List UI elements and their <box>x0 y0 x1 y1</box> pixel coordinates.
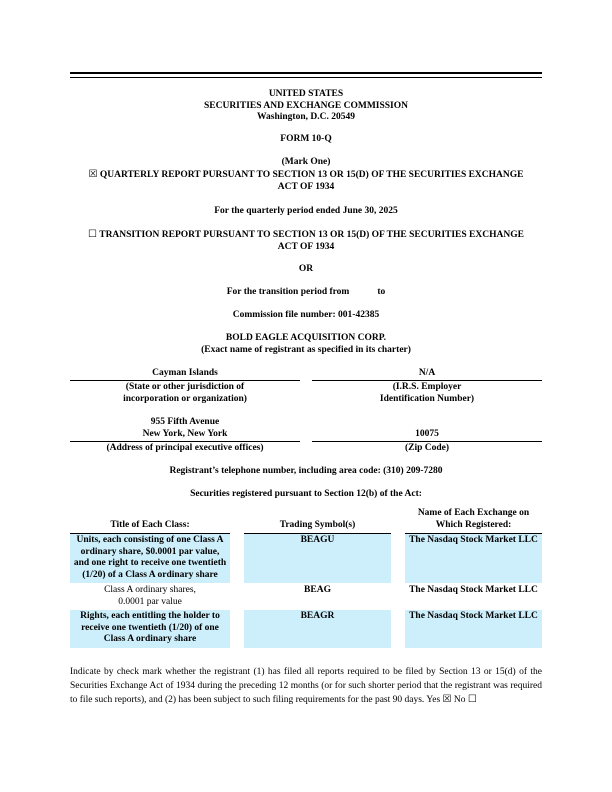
col-header-exchange: Name of Each Exchange on Which Registered: <box>405 508 542 534</box>
transition-text-1: TRANSITION REPORT PURSUANT TO SECTION 13 OR 15(D) OF THE SECURITIES EXCHANGE <box>99 230 524 240</box>
quarterly-text-2: ACT OF 1934 <box>277 181 335 192</box>
col-header-symbol: Trading Symbol(s) <box>244 508 391 534</box>
state-label-2: incorporation or organization) <box>123 393 247 404</box>
securities-table-header <box>70 508 542 534</box>
table-row <box>70 534 542 584</box>
col-header-title: Title of Each Class: <box>70 508 230 534</box>
table-row <box>70 583 542 610</box>
commission-file-number: Commission file number: 001-42385 <box>232 310 380 320</box>
transition-period-label: For the transition period from <box>226 287 350 297</box>
zip-label: (Zip Code) <box>404 443 450 453</box>
quarterly-period: For the quarterly period ended June 30, 2025 <box>214 206 398 216</box>
agency-header <box>70 89 542 124</box>
top-thin-rule <box>70 77 542 78</box>
address-line-2: New York, New York <box>142 428 228 439</box>
or-label: OR <box>298 264 314 274</box>
header-line-2: SECURITIES AND EXCHANGE COMMISSION <box>203 100 409 111</box>
yes-checkbox-icon: ☒ <box>442 694 452 705</box>
address-value <box>70 417 300 440</box>
form-title: FORM 10-Q <box>280 134 332 144</box>
row-exchange: The Nasdaq Stock Market LLC <box>405 610 542 648</box>
registrant-name: BOLD EAGLE ACQUISITION CORP. <box>225 333 387 343</box>
row-title: Rights, each entitling the holder to receive one twentieth (1/20) of one Class A ordinary share <box>70 610 230 648</box>
indicate-no-label: No <box>453 695 466 705</box>
table-row <box>70 610 542 648</box>
state-label <box>70 382 300 405</box>
indicate-yes-label: Yes <box>426 695 441 705</box>
row-symbol: BEAGR <box>244 610 391 648</box>
securities-heading: Securities registered pursuant to Section 12(b) of the Act: <box>190 489 422 499</box>
registrant-subtitle: (Exact name of registrant as specified in its charter) <box>201 345 411 355</box>
zip-value: 10075 <box>415 429 439 439</box>
header-line-1: UNITED STATES <box>268 89 344 99</box>
irs-value: N/A <box>418 368 436 378</box>
transition-report-option <box>70 229 542 253</box>
row-exchange: The Nasdaq Stock Market LLC <box>405 534 542 584</box>
indicate-text: Indicate by check mark whether the registrant (1) has filed all reports required to be filed by Section 13 or 15(d) of the Securities Exchange Act of 1934 during the preceding 12 months (or for such shorter period that the registrant was required to file such reports), and (2) has been subject to such filing requirements for the past 90 days. <box>70 667 542 705</box>
no-checkbox-icon: ☐ <box>467 694 477 705</box>
state-underline <box>70 380 300 381</box>
indicate-paragraph <box>70 665 542 707</box>
transition-text-2: ACT OF 1934 <box>277 241 335 252</box>
state-value: Cayman Islands <box>152 368 218 378</box>
quarterly-report-option <box>70 169 542 193</box>
irs-label-2: Identification Number) <box>379 393 475 404</box>
irs-underline <box>312 380 542 381</box>
irs-label <box>312 382 542 405</box>
mark-one: (Mark One) <box>281 157 331 167</box>
address-underline <box>70 441 300 442</box>
row-symbol: BEAGU <box>244 534 391 584</box>
row-symbol: BEAG <box>304 585 331 595</box>
irs-label-1: (I.R.S. Employer <box>392 382 462 392</box>
quarterly-checkbox-icon: ☒ <box>88 169 98 180</box>
transition-period-to: to <box>377 287 386 297</box>
row-exchange: The Nasdaq Stock Market LLC <box>409 585 538 595</box>
header-line-3: Washington, D.C. 20549 <box>257 112 355 122</box>
state-label-1: (State or other jurisdiction of <box>125 382 245 392</box>
registrant-phone: Registrant’s telephone number, including area code: (310) 209-7280 <box>169 466 443 476</box>
address-line-1: 955 Fifth Avenue <box>150 417 220 427</box>
zip-underline <box>312 441 542 442</box>
quarterly-text-1: QUARTERLY REPORT PURSUANT TO SECTION 13 OR 15(D) OF THE SECURITIES EXCHANGE <box>99 170 524 180</box>
top-thick-rule <box>70 72 542 74</box>
transition-period <box>70 287 542 299</box>
securities-table <box>70 508 542 648</box>
transition-checkbox-icon: ☐ <box>88 229 98 240</box>
row-title: Class A ordinary shares, 0.0001 par value <box>104 585 196 607</box>
address-label: (Address of principal executive offices) <box>106 443 264 453</box>
row-title: Units, each consisting of one Class A ordinary share, $0.0001 par value, and one right to receive one twentieth (1/20) of a Class A ordinary share <box>70 534 230 584</box>
